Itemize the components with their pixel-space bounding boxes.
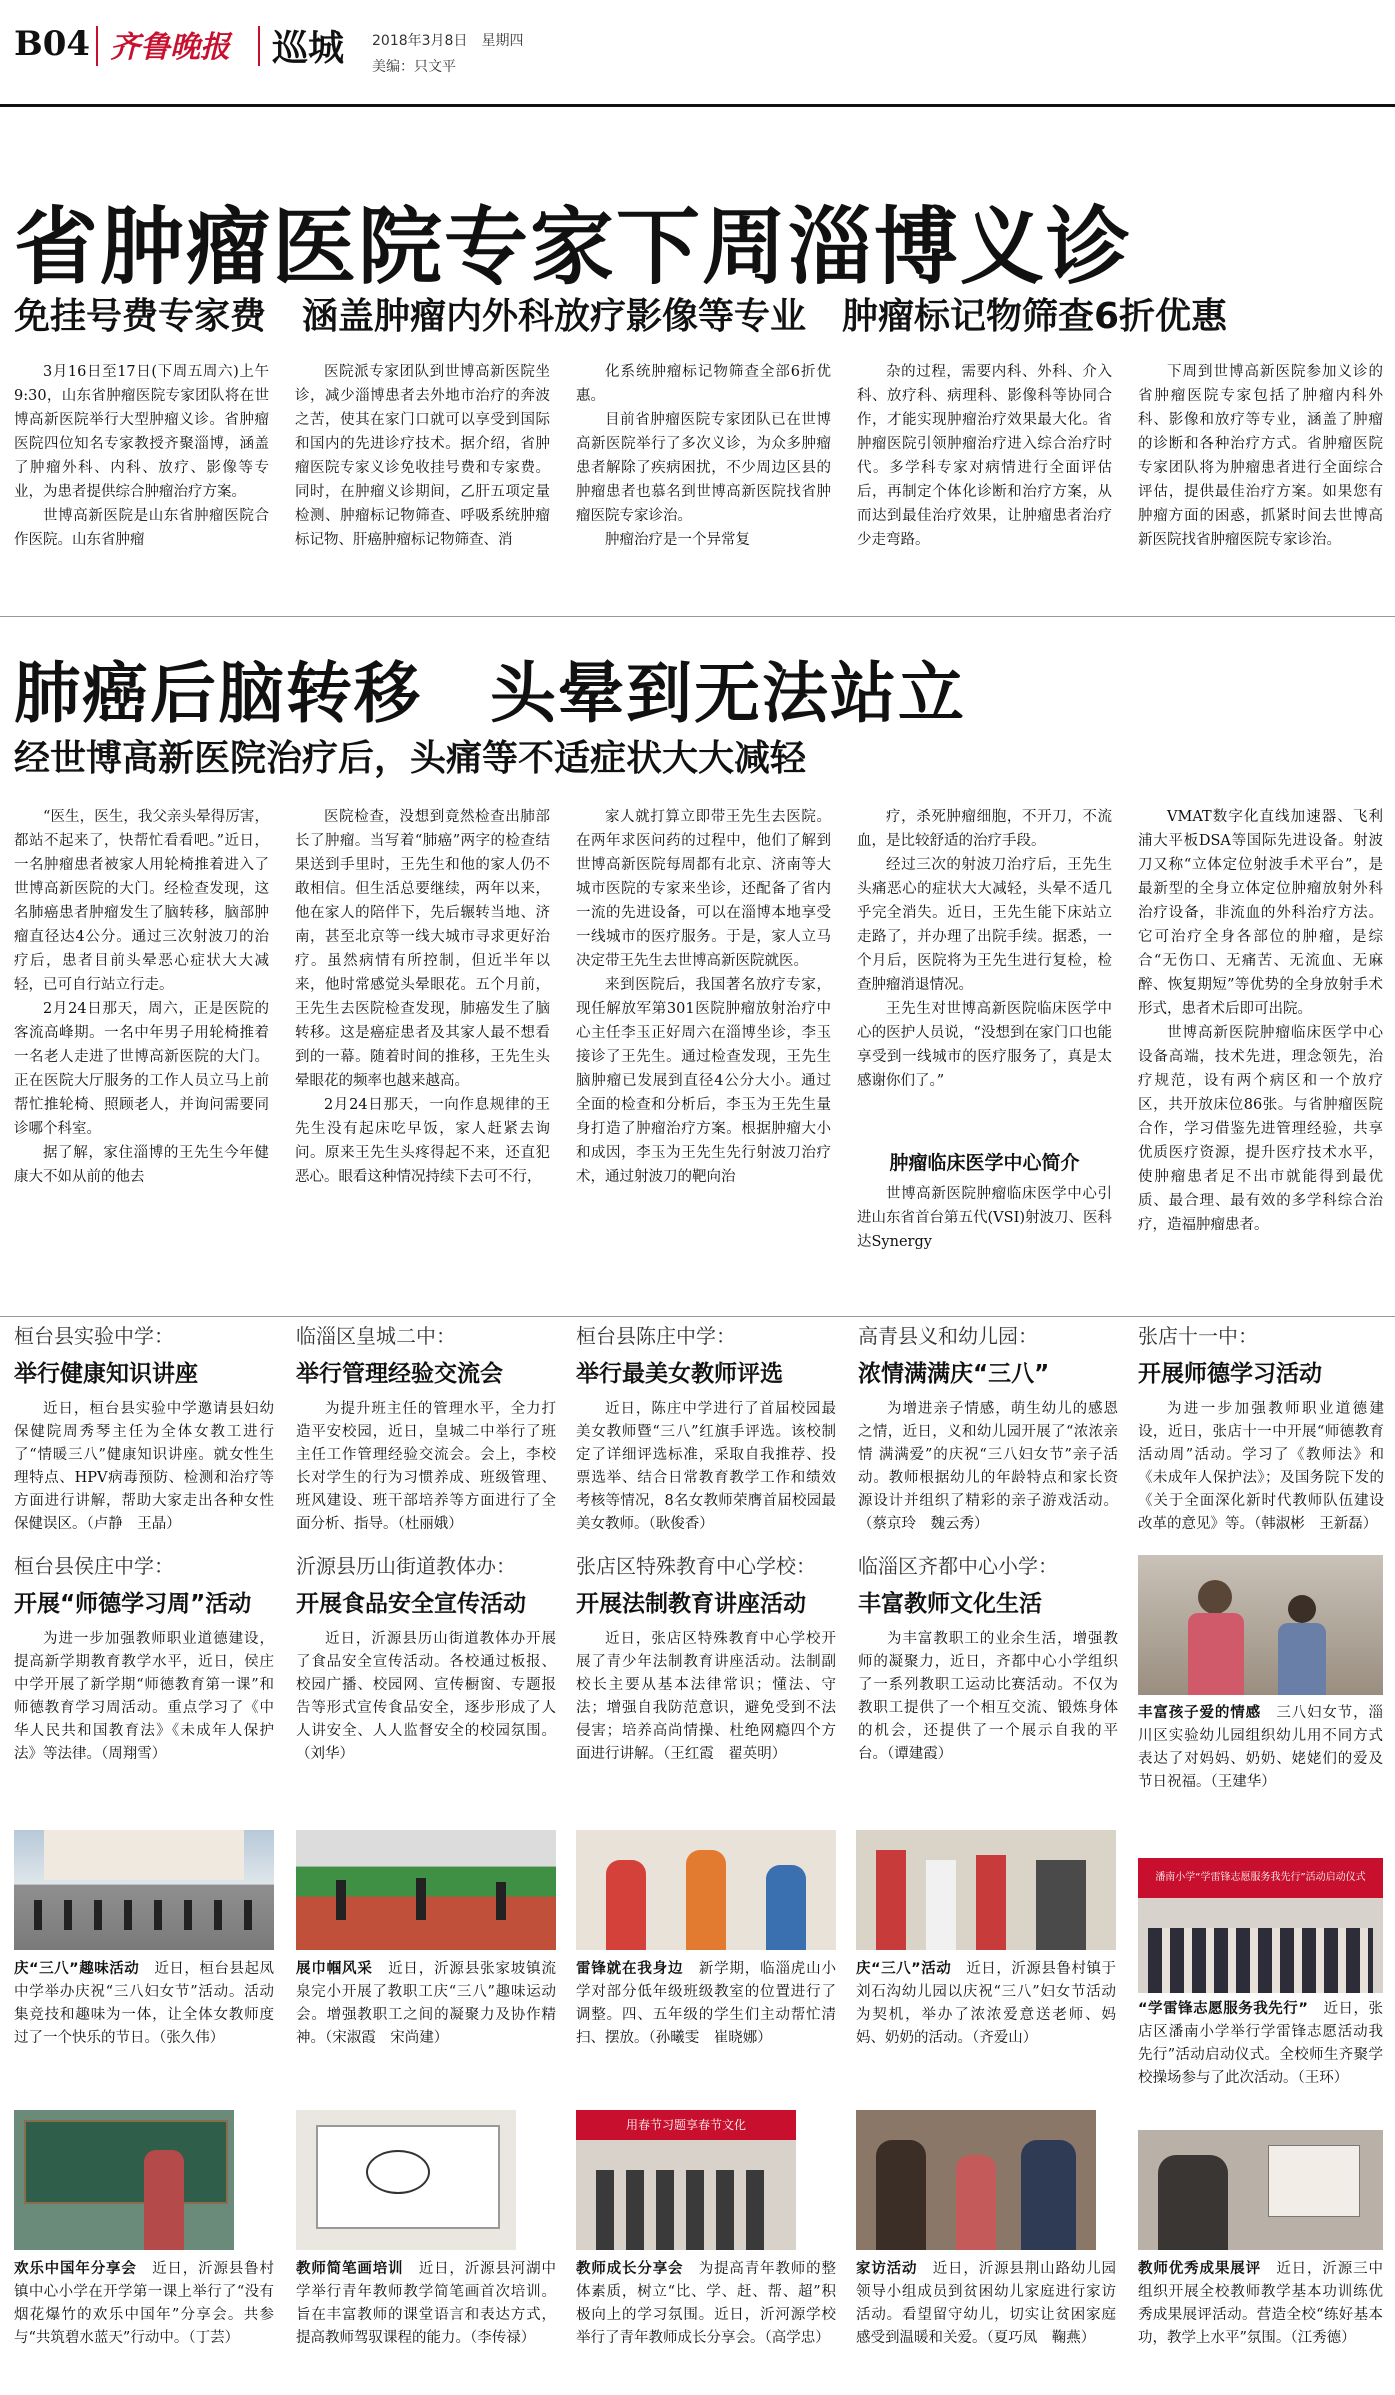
- red-banner: 潘南小学“学雷锋志愿服务我先行”活动启动仪式: [1138, 1858, 1383, 1898]
- article-2-column: 医院检查，没想到竟然检查出肺部长了肿瘤。当写着“肺癌”两字的检查结果送到手里时，王先生和他的家人仍不敢相信。但生活总要继续，两年以来，他在家人的陪伴下，先后辗转当地、济南，甚至北京等一线大城市寻求更好治疗。虽然病情有所控制，但近半年以来，他时常感觉头晕眼花。五个月前，王先生去医院检查发现，肺癌发生了脑转移。这是癌症患者及其家人最不想看到的一幕。随着时间的推移，王先生头晕眼花的频率也越来越高。 2月24日那天，一向作息规律的王先生没有起床吃早饭，家人赶紧去询问。原来王先生头疼得起不来，还直犯恶心。眼看这种情况持续下去可不行，: [295, 809, 550, 1185]
- article-1-column: 化系统肿瘤标记物筛查全部6折优惠。 目前省肿瘤医院专家团队已在世博高新医院举行了多次义诊，为众多肿瘤患者解除了疾病困扰，不少周边区县的肿瘤患者也慕名到世博高新医院找省肿瘤医院专家诊治。 肿瘤治疗是一个异常复: [576, 364, 831, 548]
- article-1-column: 3月16日至17日(下周五周六)上午9:30，山东省肿瘤医院专家团队将在世博高新医院举行大型肿瘤义诊。省肿瘤医院四位知名专家教授齐聚淄博，涵盖了肿瘤外科、内科、放疗、影像等专业，为患者提供综合肿瘤治疗方案。 世博高新医院是山东省肿瘤医院合作医院。山东省肿瘤: [14, 364, 269, 548]
- page-number: B04: [14, 24, 91, 64]
- photo-kindergarten: [1138, 1555, 1383, 1695]
- news-body: 近日，张店区特殊教育中心学校开展了青少年法制教育讲座活动。法制副校长主要从基本法律常识；懂法、守法；增强自我防范意识，避免受到不法侵害；培养高尚情操、杜绝网瘾四个方面进行讲解。（王红霞 翟英明）: [576, 1631, 836, 1762]
- photo-home-visit: [856, 2110, 1096, 2250]
- news-headline: 举行管理经验交流会: [296, 1361, 503, 1387]
- photo-caption: 教师优秀成果展评 近日，沂源三中组织开展全校教师教学基本功训练优秀成果展评活动。营造全校“练好基本功，教学上水平”氛围。（江秀德）: [1138, 2261, 1383, 2346]
- sidebar-box-text: 世博高新医院肿瘤临床医学中心引进山东省首台第五代(VSI)射波刀、医科达Synergy: [857, 1186, 1112, 1250]
- news-headline: 举行健康知识讲座: [14, 1361, 198, 1387]
- article-2-subtitle: 经世博高新医院治疗后，头痛等不适症状大大减轻: [14, 738, 807, 779]
- news-row-1: [14, 1320, 1384, 1550]
- news-body: 为进一步加强教师职业道德建设，近日，张店十一中开展“师德教育活动周”活动。学习了《教师法》和《未成年人保护法》；及国务院下发的《关于全面深化新时代教师队伍建设改革的意见》等。（韩淑彬 王新磊）: [1138, 1401, 1384, 1532]
- news-source: 高青县义和幼儿园：: [858, 1324, 1038, 1348]
- header-rule: [0, 104, 1395, 107]
- news-item: [296, 1320, 556, 1538]
- photo-caption: 欢乐中国年分享会 近日，沂源县鲁村镇中心小学在开学第一课上举行了“没有烟花爆竹的欢乐中国年”分享会。共参与“共筑碧水蓝天”行动中。（丁芸）: [14, 2261, 274, 2346]
- photo-caption: “学雷锋志愿服务我先行” 近日，张店区潘南小学举行学雷锋志愿活动我先行”活动启动仪式。全校师生齐聚学校操场参与了此次活动。（王环）: [1138, 2001, 1383, 2086]
- issue-date: 2018年3月8日 星期四: [372, 33, 524, 49]
- news-headline: 开展食品安全宣传活动: [296, 1591, 526, 1617]
- news-source: 临淄区齐都中心小学：: [858, 1554, 1058, 1578]
- news-source: 临淄区皇城二中：: [296, 1324, 456, 1348]
- header-divider: [258, 26, 260, 66]
- photo-exhibition: [1138, 2130, 1383, 2250]
- article-separator: [0, 616, 1395, 617]
- news-body: 为丰富教职工的业余生活，增强教师的凝聚力，近日，齐都中心小学组织了一系列教职工运动比赛活动。不仅为教职工提供了一个相互交流、锻炼身体的机会，还提供了一个展示自我的平台。（谭建霞）: [858, 1631, 1118, 1762]
- news-source: 沂源县历山街道教体办：: [296, 1554, 516, 1578]
- news-body: 近日，桓台县实验中学邀请县妇幼保健院周秀琴主任为全体女教工进行了“情暖三八”健康知识讲座。就女性生理特点、HPV病毒预防、检测和治疗等方面进行讲解，帮助大家走出各种女性保健误区。（卢静 王晶）: [14, 1401, 274, 1532]
- photo-caption: 家访活动 近日，沂源县荆山路幼儿园领导小组成员到贫困幼儿家庭进行家访活动。看望留守幼儿，切实让贫困家庭感受到温暖和关爱。（夏巧凤 鞠燕）: [856, 2261, 1116, 2346]
- photo-volunteer-ceremony: [1138, 1858, 1383, 1993]
- news-headline: 举行最美女教师评选: [576, 1361, 783, 1387]
- news-source: 张店十一中：: [1138, 1324, 1258, 1348]
- photo-caption: 庆“三八”趣味活动 近日，桓台县起凤中学举办庆祝“三八妇女节”活动。活动集竞技和趣味为一体，让全体女教师度过了一个快乐的节日。（张久伟）: [14, 1961, 274, 2046]
- news-item: [296, 1550, 556, 1788]
- news-headline: 浓情满满庆“三八”: [858, 1361, 1050, 1387]
- article-1-column: 医院派专家团队到世博高新医院坐诊，减少淄博患者去外地市治疗的奔波之苦，使其在家门口就可以享受到国际和国内的先进诊疗技术。据介绍，省肿瘤医院专家义诊免收挂号费和专家费。同时，在肿瘤义诊期间，乙肝五项定量检测、肿瘤标记物筛查、呼吸系统肿瘤标记物、肝癌肿瘤标记物筛查、消: [295, 364, 550, 548]
- article-1-subtitle: 免挂号费专家费 涵盖肿瘤内外科放疗影像等专业 肿瘤标记物筛查6折优惠: [14, 296, 1228, 337]
- news-body: 为进一步加强教师职业道德建设，提高新学期教育教学水平，近日，侯庄中学开展了新学期“师德教育第一课”和师德教育学习周活动。重点学习了《中华人民共和国教育法》《未成年人保护法》等法律。（周翔雪）: [14, 1631, 274, 1762]
- sidebar-box-title: 肿瘤临床医学中心简介: [889, 1152, 1080, 1174]
- news-item: [858, 1320, 1118, 1538]
- article-2-column: 疗，杀死肿瘤细胞，不开刀，不流血，是比较舒适的治疗手段。 经过三次的射波刀治疗后，王先生头痛恶心的症状大大减轻，头晕不适几乎完全消失。近日，王先生能下床站立走路了，并办理了出院手续。据悉，一个月后，医院将为王先生进行复检，检查肿瘤消退情况。 王先生对世博高新医院临床医学中心的医护人员说，“没想到在家门口也能享受到一线城市的医疗服务了，真是太感谢你们了。”: [857, 809, 1112, 1089]
- article-separator: [0, 1316, 1395, 1317]
- photo-fun-activity: [14, 1830, 274, 1950]
- news-source: 桓台县侯庄中学：: [14, 1554, 174, 1578]
- article-2-column: VMAT数字化直线加速器、飞利浦大平板DSA等国际先进设备。射波刀又称“立体定位射波手术平台”，是最新型的全身立体定位肿瘤放射外科治疗设备，非流血的外科治疗方法。它可治疗全身各部位的肿瘤，是综合“无伤口、无痛苦、无流血、无麻醉、恢复期短”等优势的全身放射手术形式，患者术后即可出院。 世博高新医院肿瘤临床医学中心设备高端，技术先进，理念领先，治疗规范，设有两个病区和一个放疗区，共开放床位86张。与省肿瘤医院合作，学习借鉴先进管理经验，共享优质医疗资源，提升医疗技术水平，使肿瘤患者足不出市就能得到最优质、最合理、最有效的多学科综合治疗，造福肿瘤患者。: [1138, 809, 1383, 1233]
- news-body: 为提升班主任的管理水平，全力打造平安校园，近日，皇城二中举行了班主任工作管理经验交流会。会上，李校长对学生的行为习惯养成、班级管理、班风建设、班干部培养等方面进行了全面分析、指导。（杜丽娥）: [296, 1401, 556, 1532]
- photo-lei-feng: [576, 1830, 836, 1950]
- news-item: [858, 1550, 1118, 1788]
- photo-caption: 教师成长分享会 为提高青年教师的整体素质，树立“比、学、赶、帮、超”积极向上的学习氛围。近日，沂河源学校举行了青年教师成长分享会。（高学忠）: [576, 2261, 836, 2346]
- news-source: 张店区特殊教育中心学校：: [576, 1554, 816, 1578]
- article-1-title: 省肿瘤医院专家下周淄博义诊: [14, 198, 1133, 296]
- photo-caption: 庆“三八”活动 近日，沂源县鲁村镇于刘石沟幼儿园以庆祝“三八”妇女节活动为契机，举办了浓浓爱意送老师、妈妈、奶奶的活动。（齐爱山）: [856, 1961, 1116, 2046]
- photo-growth-share: [576, 2110, 796, 2250]
- photo-caption: 丰富孩子爱的情感 三八妇女节，淄川区实验幼儿园组织幼儿用不同方式表达了对妈妈、奶奶、姥姥们的爱及节日祝福。（王建华）: [1138, 1705, 1383, 1790]
- news-item: [14, 1550, 274, 1788]
- news-item: [1138, 1320, 1384, 1538]
- article-1-column: 下周到世博高新医院参加义诊的省肿瘤医院专家包括了肿瘤内科外科、影像和放疗等专业，涵盖了肿瘤的诊断和各种治疗方式。省肿瘤医院专家团队将为肿瘤患者进行全面综合评估，提供最佳治疗方案。如果您有肿瘤方面的困惑，抓紧时间去世博高新医院找省肿瘤医院专家诊治。: [1138, 364, 1383, 548]
- news-item: [14, 1320, 274, 1538]
- photo-womens-day: [856, 1830, 1116, 1950]
- news-body: 为增进亲子情感，萌生幼儿的感恩之情，近日，义和幼儿园开展了“浓浓亲情 满满爱”的庆祝“三八妇女节”亲子活动。教师根据幼儿的年龄特点和家长资源设计并组织了精彩的亲子游戏活动。（蔡京玲 魏云秀）: [858, 1401, 1118, 1532]
- section-title: 巡城: [272, 28, 345, 69]
- photo-caption: 教师简笔画培训 近日，沂源县河湖中学举行青年教师教学简笔画首次培训。旨在丰富教师的课堂语言和表达方式，提高教师驾驭课程的能力。（李传禄）: [296, 2261, 556, 2346]
- news-headline: 开展“师德学习周”活动: [14, 1591, 252, 1617]
- news-item: [576, 1550, 836, 1788]
- article-2-title: 肺癌后脑转移 头晕到无法站立: [14, 655, 966, 732]
- header-divider: [96, 26, 98, 66]
- photo-caption: 展巾帼风采 近日，沂源县张家坡镇流泉完小开展了教职工庆“三八”趣味运动会。增强教职工之间的凝聚力及协作精神。（宋淑霞 宋尚建）: [296, 1961, 556, 2046]
- share-banner: 用春节习题享春节文化: [576, 2110, 796, 2140]
- editor-credit: 美编：只文平: [372, 59, 456, 75]
- photo-sports-meet: [296, 1830, 556, 1950]
- article-1-column: 杂的过程，需要内科、外科、介入科、放疗科、病理科、影像科等协同合作，才能实现肿瘤治疗效果最大化。省肿瘤医院引领肿瘤治疗进入综合治疗时代。多学科专家对病情进行全面评估后，再制定个体化诊断和治疗方案，从而达到最佳治疗效果，让肿瘤患者治疗少走弯路。: [857, 364, 1112, 548]
- newspaper-logo: 齐鲁晚报: [110, 30, 230, 65]
- news-body: 近日，沂源县历山街道教体办开展了食品安全宣传活动。各校通过板报、校园广播、校园网、宣传橱窗、专题报告等形式宣传食品安全，逐步形成了人人讲安全、人人监督安全的校园氛围。（刘华）: [296, 1631, 556, 1762]
- news-headline: 丰富教师文化生活: [858, 1591, 1042, 1617]
- photo-caption: 雷锋就在我身边 新学期，临淄虎山小学对部分低年级班级教室的位置进行了调整。四、五年级的学生们主动帮忙清扫、摆放。（孙曦雯 崔晓娜）: [576, 1961, 836, 2046]
- photo-sketch-training: [296, 2110, 516, 2250]
- news-item: [576, 1320, 836, 1538]
- news-headline: 开展法制教育讲座活动: [576, 1591, 806, 1617]
- news-source: 桓台县陈庄中学：: [576, 1324, 736, 1348]
- article-2-column: “医生，医生，我父亲头晕得厉害，都站不起来了，快帮忙看看吧。”近日，一名肿瘤患者被家人用轮椅推着进入了世博高新医院的大门。经检查发现，这名肺癌患者肿瘤发生了脑转移，脑部肿瘤直径达4公分。通过三次射波刀的治疗后，患者目前头晕恶心症状大大减轻，已可自行站立行走。 2月24日那天，周六，正是医院的客流高峰期。一名中年男子用轮椅推着一名老人走进了世博高新医院的大门。正在医院大厅服务的工作人员立马上前帮忙推轮椅、照顾老人，并询问需要同诊哪个科室。 据了解，家住淄博的王先生今年健康大不如从前的他去: [14, 809, 269, 1185]
- news-source: 桓台县实验中学：: [14, 1324, 174, 1348]
- news-headline: 开展师德学习活动: [1138, 1361, 1322, 1387]
- news-body: 近日，陈庄中学进行了首届校园最美女教师暨“三八”红旗手评选。该校制定了详细评选标准，采取自我推荐、投票选举、结合日常教育教学工作和绩效考核等情况，8名女教师荣膺首届校园最美女教师。（耿俊香）: [576, 1401, 836, 1532]
- article-2-column: 家人就打算立即带王先生去医院。在两年求医问药的过程中，他们了解到世博高新医院每周都有北京、济南等大城市医院的专家来坐诊，还配备了省内一流的先进设备，可以在淄博本地享受一线城市的医疗服务。于是，家人立马决定带王先生去世博高新医院就医。 来到医院后，我国著名放疗专家，现任解放军第301医院肿瘤放射治疗中心主任李玉正好周六在淄博坐诊，李玉接诊了王先生。通过检查发现，王先生脑肿瘤已发展到直径4公分大小。通过全面的检查和分析后，李玉为王先生量身打造了肿瘤治疗方案。根据肿瘤大小和成因，李玉为王先生先行射波刀治疗术，通过射波刀的靶向治: [576, 809, 831, 1185]
- photo-new-year-share: [14, 2110, 234, 2250]
- news-row-2: [14, 1550, 1124, 1820]
